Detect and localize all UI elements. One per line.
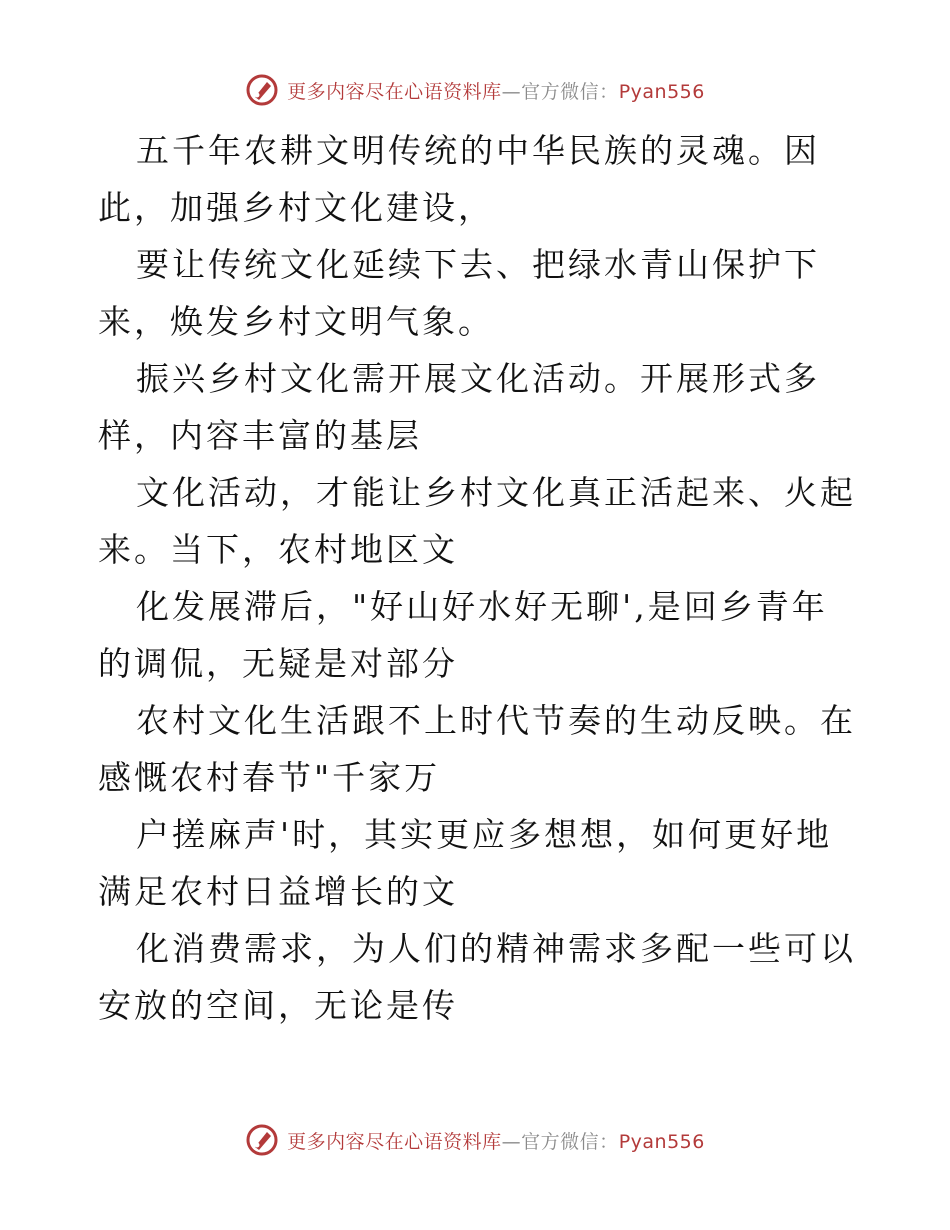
banner-account: Pyan556	[618, 1130, 705, 1153]
banner-main-text: 更多内容尽在心语资料库	[287, 80, 502, 103]
pen-circle-logo-icon	[245, 1123, 279, 1157]
banner-main-text: 更多内容尽在心语资料库	[287, 1130, 502, 1153]
header-banner	[0, 68, 950, 112]
document-body	[98, 122, 858, 1034]
paragraph-3: 振兴乡村文化需开展文化活动。开展形式多样，内容丰富的基层	[98, 359, 820, 455]
pen-circle-logo-icon	[245, 73, 279, 107]
paragraph-8: 化消费需求，为人们的精神需求多配一些可以安放的空间，无论是传	[98, 929, 856, 1025]
banner-sub-text: 官方微信：	[521, 1130, 619, 1153]
header-banner-text	[287, 77, 705, 104]
paragraph-1: 五千年农耕文明传统的中华民族的灵魂。因此，加强乡村文化建设，	[98, 131, 820, 227]
paragraph-2: 要让传统文化延续下去、把绿水青山保护下来，焕发乡村文明气象。	[98, 245, 820, 341]
banner-dash: —	[501, 80, 522, 103]
banner-dash: —	[501, 1130, 522, 1153]
paragraph-7: 户搓麻声'时，其实更应多想想，如何更好地满足农村日益增长的文	[98, 815, 833, 911]
footer-banner	[0, 1118, 950, 1162]
paragraph-5: 化发展滞后，"好山好水好无聊',是回乡青年的调侃，无疑是对部分	[98, 587, 828, 683]
footer-banner-text	[287, 1127, 705, 1154]
paragraph-6: 农村文化生活跟不上时代节奏的生动反映。在感慨农村春节"千家万	[98, 701, 856, 797]
banner-sub-text: 官方微信：	[521, 80, 619, 103]
banner-account: Pyan556	[618, 80, 705, 103]
paragraph-4: 文化活动，才能让乡村文化真正活起来、火起来。当下，农村地区文	[98, 473, 856, 569]
